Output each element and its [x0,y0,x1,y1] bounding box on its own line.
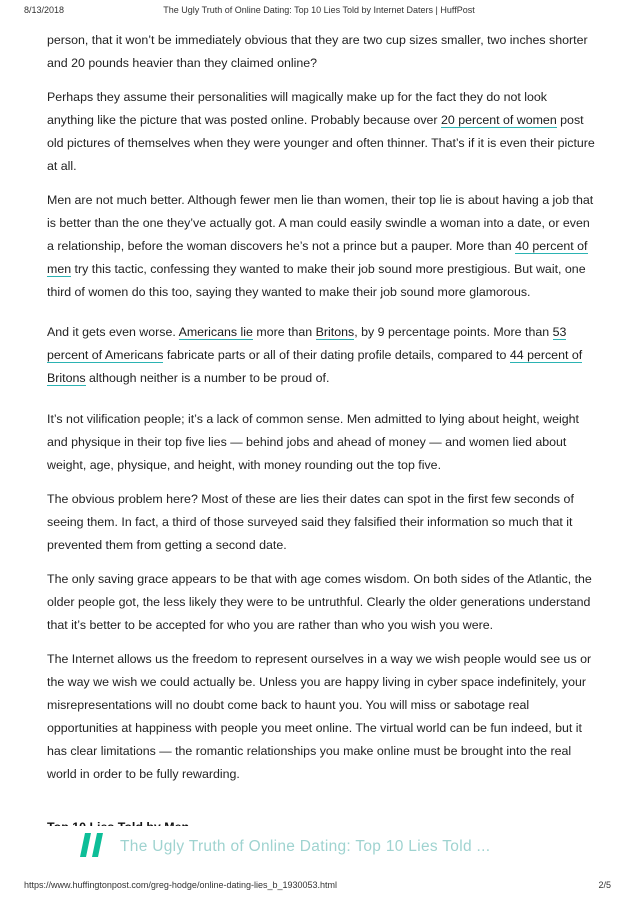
print-header [0,0,638,22]
paragraph-8: The Internet allows us the freedom to represent ourselves in a way we wish people would see us or the way we wish we could actually be. Unless you are happy living in cyber space indefinitely, your misrepresentations will no doubt come back to haunt you. You will miss or sabotage real opportunities at happiness with people you meet online. The virtual world can be fun indeed, but it has clear limitations — the romantic relationships you make online must be brought into the real world in order to be fully rewarding. [47,652,592,781]
paragraph-7: The only saving grace appears to be that with age comes wisdom. On both sides of the Atlantic, the older people got, the less likely they were to be untruthful. Clearly the older generations understand that it’s better to be accepted for who you are rather than who you wish you were. [47,572,592,632]
sticky-title[interactable]: The Ugly Truth of Online Dating: Top 10 Lies Told ... [120,838,491,855]
paragraph-text: fabricate parts or all of their dating profile details, compared to [163,348,510,362]
sticky-article-bar[interactable] [0,826,638,876]
paragraph-text: more than [252,325,316,339]
paragraph-2 [47,86,595,178]
link-americans-lie[interactable]: Americans lie [178,325,253,339]
paragraph-1: person, that it won’t be immediately obvious that they are two cup sizes smaller, two inches shorter and 20 pounds heavier than they claimed online? [47,33,588,70]
paragraph-text: try this tactic, confessing they wanted to make their job sound more prestigious. But wait, one third of women do this too, saying they wanted to make their job sound more glamorous. [47,262,586,299]
paragraph-text: And it gets even worse. [47,325,179,339]
article-body [47,29,595,797]
paragraph-text: although neither is a number to be proud of. [85,371,330,385]
print-date: 8/13/2018 [24,5,65,15]
paragraph-text: , by 9 percentage points. More than [354,325,553,339]
print-url: https://www.huffingtonpost.com/greg-hodge/online-dating-lies_b_1930053.html [24,880,338,890]
print-footer [0,878,638,898]
paragraph-text: Perhaps they assume their personalities will magically make up for the fact they do not look anything like the picture that was posted online. Probably because over [47,90,548,127]
paragraph-text: post old pictures of themselves when they were younger and often thinner. That’s if it is even their picture at all. [47,113,595,173]
link-40-percent-of-men[interactable]: 40 percent of men [47,239,588,276]
paragraph-3 [47,189,595,304]
link-44-percent-of-britons[interactable]: 44 percent of Britons [47,348,583,385]
huffpost-slash-logo-icon [80,833,104,857]
paragraph-6: The obvious problem here? Most of these are lies their dates can spot in the first few seconds of seeing them. In fact, a third of those surveyed said they falsified their information so much that it prevented them from getting a second date. [47,492,574,552]
link-53-percent-of-americans[interactable]: 53 percent of Americans [47,325,567,362]
paragraph-5: It’s not vilification people; it’s a lack of common sense. Men admitted to lying about height, weight and physique in their top five lies — behind jobs and ahead of money — and women lied about weight, age, physique, and height, with money rounding out the top five. [47,412,579,472]
paragraph-text: Men are not much better. Although fewer men lie than women, their top lie is about having a job that is better than the one they’ve actually got. A man could easily swindle a woman into a date, or even a relationship, before the woman discovers he’s not a prince but a pauper. More than [47,193,594,253]
section-heading-cut [47,816,189,825]
paragraph-4 [47,321,595,390]
link-20-percent-of-women[interactable]: 20 percent of women [441,113,557,127]
print-page-number: 2/5 [598,880,611,890]
link-britons[interactable]: Britons [315,325,355,339]
print-title: The Ugly Truth of Online Dating: Top 10 Lies Told by Internet Daters | HuffPost [163,5,475,15]
